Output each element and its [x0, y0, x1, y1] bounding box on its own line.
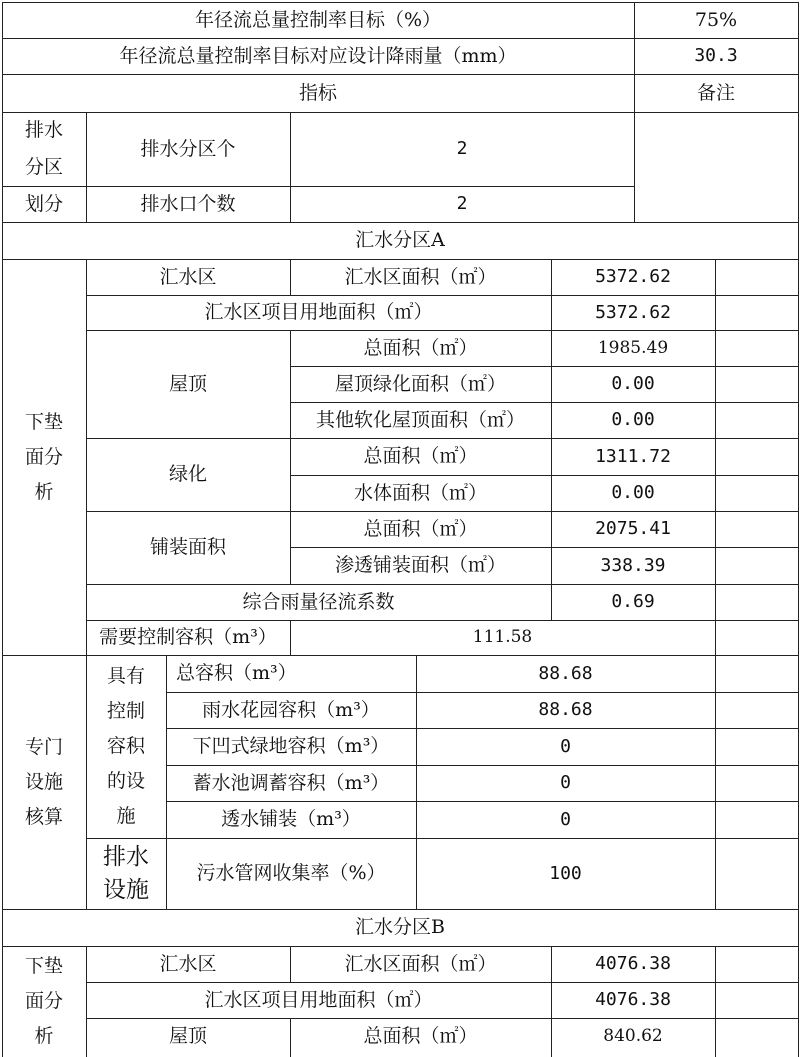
zone-a-roof-label: 屋顶: [168, 372, 207, 395]
zone-a-pave-label: 铺装面积: [149, 536, 226, 559]
zone-a-roof-total-value: 1985.49: [597, 337, 669, 358]
zone-a-pave-perm-label: 渗透铺装面积（㎡）: [334, 554, 506, 577]
zone-a-water-value: 0.00: [611, 482, 655, 504]
zone-a-pave-total-label: 总面积（㎡）: [363, 517, 478, 540]
division-group-line1: 排水: [24, 119, 63, 142]
zone-a-coef-label: 综合雨量径流系数: [242, 590, 395, 613]
zone-b-title: 汇水分区B: [355, 916, 445, 939]
design-rainfall-value: 30.3: [694, 45, 738, 67]
zone-a-capacity-group: [86, 655, 166, 838]
zone-a-coef-value: 0.69: [611, 591, 655, 613]
zone-a-perm-label: 透水铺装（m³）: [221, 808, 361, 831]
zone-a-sewer-label: 污水管网收集率（%）: [196, 862, 386, 885]
control-rate-value: 75%: [694, 8, 738, 31]
division-group-line3: 划分: [24, 192, 63, 215]
zone-a-roof-green-label: 屋顶绿化面积（㎡）: [334, 372, 506, 395]
zone-a-catch-area-label: 汇水区面积（㎡）: [344, 265, 497, 288]
zone-a-sewer-value: 100: [549, 862, 582, 884]
zone-a-capacity-group-2: 控制: [106, 700, 145, 722]
zone-a-surface-group-2: 面分: [24, 445, 63, 468]
zone-b-surface-group-1: 下垫: [24, 955, 63, 977]
zone-a-pave-perm-value: 338.39: [600, 554, 666, 576]
zone-a-catch-area-value: 5372.62: [595, 266, 671, 288]
zone-a-surface-group-3: 析: [34, 480, 54, 503]
zone-a-surface-group-1: 下垫: [24, 410, 63, 433]
zone-a-roof-other-label: 其他软化屋顶面积（㎡）: [315, 408, 525, 431]
zone-b-roof-total-label: 总面积（㎡）: [363, 1024, 478, 1047]
zone-a-drain-group-1: 排水: [103, 843, 149, 870]
note-header: 备注: [696, 81, 735, 104]
grid-vline: [715, 655, 716, 909]
outlet-count-label: 排水口个数: [140, 192, 236, 215]
zone-a-sunken-label: 下凹式绿地容积（m³）: [192, 735, 390, 758]
zone-b-catch-area-value: 4076.38: [595, 953, 671, 975]
zone-a-roof-total-label: 总面积（㎡）: [363, 336, 478, 359]
zone-a-land-label: 汇水区项目用地面积（㎡）: [204, 301, 433, 324]
grid-vline: [798, 2, 799, 1057]
zone-b-catch-label: 汇水区: [159, 952, 217, 975]
zone-a-facility-group-2: 设施: [24, 770, 63, 793]
zone-b-land-label: 汇水区项目用地面积（㎡）: [204, 988, 433, 1011]
zone-a-green-total-label: 总面积（㎡）: [363, 445, 478, 468]
zone-b-roof-total-value: 840.62: [603, 1025, 663, 1046]
zone-count-label: 排水分区个: [140, 137, 236, 160]
zone-a-drain-group: [86, 838, 166, 909]
zone-a-need-label: 需要控制容积（m³）: [99, 626, 277, 649]
zone-a-land-value: 5372.62: [595, 301, 671, 323]
zone-a-fac-total-label: 总容积（m³）: [176, 662, 297, 685]
zone-a-garden-label: 雨水花园容积（m³）: [202, 698, 380, 721]
zone-count-value: 2: [456, 138, 468, 160]
zone-a-sunken-value: 0: [560, 735, 571, 757]
zone-b-surface-group-3: 析: [34, 1025, 54, 1047]
zone-a-green-label: 绿化: [168, 463, 207, 486]
zone-b-catch-area-label: 汇水区面积（㎡）: [344, 952, 497, 975]
zone-a-title: 汇水分区A: [355, 229, 445, 252]
zone-b-roof-label: 屋顶: [168, 1024, 207, 1047]
zone-a-perm-value: 0: [560, 808, 571, 830]
zone-a-capacity-group-5: 施: [116, 805, 136, 827]
zone-a-green-total-value: 1311.72: [595, 445, 671, 467]
design-rainfall-label: 年径流总量控制率目标对应设计降雨量（mm）: [119, 44, 517, 67]
zone-a-capacity-group-4: 的设: [106, 770, 145, 792]
control-rate-label: 年径流总量控制率目标（%）: [194, 8, 442, 31]
grid-vline: [715, 259, 716, 655]
zone-a-roof-other-value: 0.00: [611, 409, 655, 431]
zone-a-pool-label: 蓄水池调蓄容积（m³）: [192, 771, 390, 794]
zone-a-catch-label: 汇水区: [159, 265, 217, 288]
zone-a-capacity-group-1: 具有: [106, 665, 145, 687]
zone-b-land-value: 4076.38: [595, 989, 671, 1011]
zone-a-roof-green-value: 0.00: [611, 373, 655, 395]
zone-a-need-value: 111.58: [472, 627, 533, 648]
grid-vline: [715, 946, 716, 1057]
zone-b-surface-group: [2, 946, 86, 1057]
zone-a-pool-value: 0: [560, 772, 571, 794]
zone-a-pave-total-value: 2075.41: [595, 518, 671, 540]
outlet-count-value: 2: [456, 193, 468, 215]
zone-a-capacity-group-3: 容积: [106, 735, 145, 757]
zone-a-facility-group-1: 专门: [24, 735, 63, 758]
division-group-line2: 分区: [24, 156, 63, 179]
zone-a-fac-total-value: 88.68: [538, 662, 593, 684]
indicator-header: 指标: [298, 81, 337, 104]
zone-b-surface-group-2: 面分: [24, 990, 63, 1012]
zone-a-drain-group-2: 设施: [103, 876, 149, 903]
zone-a-facility-group: [2, 655, 86, 909]
zone-a-garden-value: 88.68: [538, 699, 593, 721]
zone-a-facility-group-3: 核算: [24, 805, 63, 828]
zone-a-water-label: 水体面积（㎡）: [353, 481, 487, 504]
zone-a-surface-group: [2, 259, 86, 655]
